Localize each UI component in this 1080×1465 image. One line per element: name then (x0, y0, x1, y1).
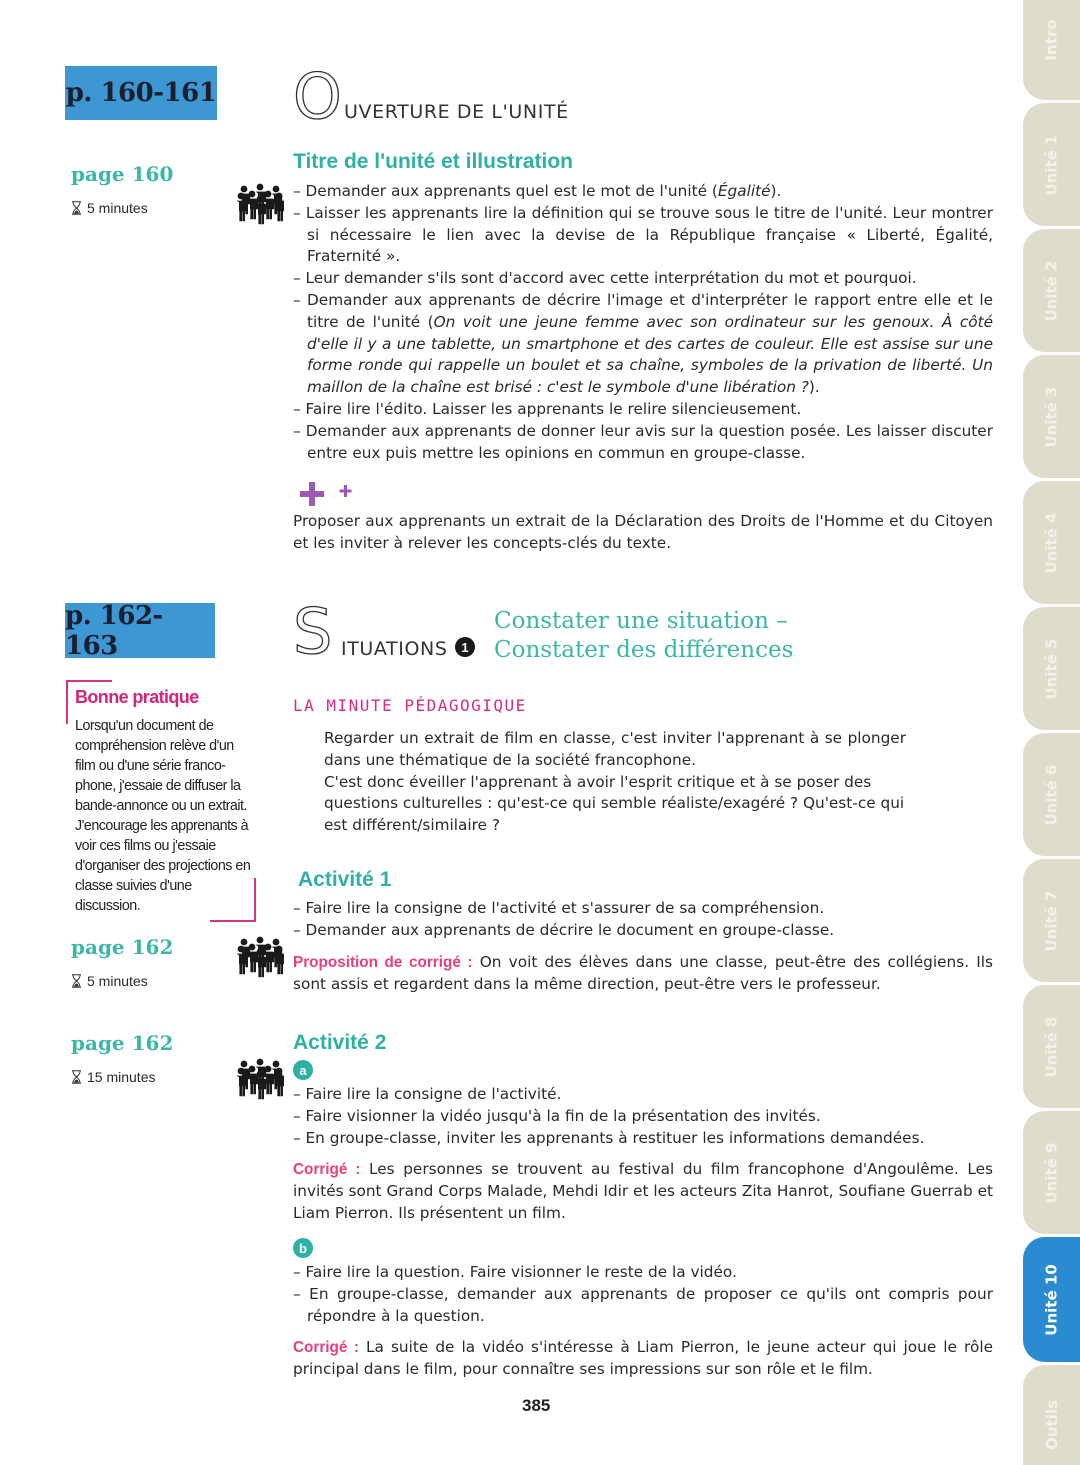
list-item: – Demander aux apprenants de donner leur avis sur la question posée. Les laisser discuter entre eux puis mettre les opinions en commun en groupe-classe. (293, 421, 993, 465)
tab-unite-5[interactable]: Unité 5 (1023, 607, 1080, 730)
instruction-list (293, 1084, 993, 1149)
tab-unite-2[interactable]: Unité 2 (1023, 229, 1080, 352)
list-item: – Faire lire la consigne de l'activité. (293, 1084, 993, 1106)
list-item: – En groupe-classe, inviter les apprenants à restituer les informations demandées. (293, 1128, 993, 1150)
answer-label: Proposition de corrigé : (293, 954, 473, 971)
answer-label: Corrigé : (293, 1339, 359, 1356)
tab-unite-10[interactable]: Unité 10 (1023, 1237, 1080, 1362)
bonne-pratique-text: Lorsqu'un document de compréhension relève d'un film ou d'une série franco-phone, j'essaie de diffuser la bande-annonce ou un extrait. J'encourage les apprenants à voir ces films ou j'essaie d'organiser des projections en classe suivies d'une discussion. (75, 718, 251, 914)
section-title: ITUATIONS (341, 638, 448, 660)
part-b-badge: b (293, 1238, 313, 1258)
group-work-icon (236, 183, 284, 225)
extra-activity: Proposer aux apprenants un extrait de la Déclaration des Droits de l'Homme et du Citoyen et les inviter à relever les concepts-clés du texte. (293, 512, 993, 552)
activity-title: Activité 1 (298, 868, 392, 891)
list-item: – Demander aux apprenants de décrire l'image et d'interpréter le rapport entre elle et le titre de l'unité (On voit une jeune femme avec son ordinateur sur les genoux. À côté d'elle il y a une tablette, un smartphone et des cartes de couleur. Elle est assise sur une forme ronde qui rappelle un boulet et sa chaîne, symboles de la privation de liberté. Un maillon de la chaîne est brisé : c'est le symbole d'une libération ?). (293, 290, 993, 399)
tab-unite-6[interactable]: Unité 6 (1023, 733, 1080, 856)
hourglass-icon (71, 974, 82, 988)
instruction-list (293, 181, 993, 464)
section-initial-letter: S (293, 595, 333, 668)
list-item: – Faire lire la question. Faire visionner le reste de la vidéo. (293, 1262, 993, 1284)
answer-block: Corrigé : La suite de la vidéo s'intéresse à Liam Pierron, le jeune acteur qui joue le rôle principal dans le film, pour connaître ses impressions sur son rôle et le film. (293, 1338, 993, 1378)
list-item: – Demander aux apprenants quel est le mot de l'unité (Égalité). (293, 181, 993, 203)
situation-number-badge: 1 (455, 637, 475, 657)
page-number: 385 (522, 1396, 551, 1415)
hourglass-icon (71, 1070, 82, 1084)
section-title: UVERTURE DE L'UNITÉ (344, 101, 569, 123)
duration-label: 5 minutes (87, 200, 148, 216)
tab-unite-7[interactable]: Unité 7 (1023, 859, 1080, 982)
duration (71, 1069, 155, 1085)
list-item: – Demander aux apprenants de décrire le document en groupe-classe. (293, 920, 993, 942)
group-work-icon (236, 1058, 284, 1100)
page-range-badge: p. 162-163 (65, 603, 215, 658)
activity-title: Activité 2 (293, 1031, 387, 1054)
answer-block: Proposition de corrigé : On voit des élèves dans une classe, peut-être des collégiens. Ils sont assis et regardent dans la même direction, peut-être vers le professeur. (293, 953, 994, 993)
subsection-title: Titre de l'unité et illustration (293, 150, 573, 173)
duration-label: 5 minutes (87, 973, 148, 989)
bonne-pratique-title: Bonne pratique (75, 687, 199, 707)
bonne-pratique-box (66, 680, 256, 922)
situation-title: Constater une situation – Constater des différences (494, 608, 794, 663)
answer-label: Corrigé : (293, 1161, 361, 1178)
page-reference: page 162 (71, 1031, 174, 1055)
tab-unite-9[interactable]: Unité 9 (1023, 1111, 1080, 1234)
list-item: – Faire lire l'édito. Laisser les apprenants le relire silencieusement. (293, 399, 993, 421)
minute-pedagogique-title: LA MINUTE PÉDAGOGIQUE (293, 696, 527, 715)
section-initial-letter: O (293, 60, 342, 133)
duration (71, 973, 148, 989)
tab-outils[interactable]: Outils (1023, 1365, 1080, 1465)
group-work-icon (236, 936, 284, 978)
page-range-badge: p. 160-161 (65, 66, 217, 120)
hourglass-icon (71, 201, 82, 215)
list-item: – Leur demander s'ils sont d'accord avec cette interprétation du mot et pourquoi. (293, 268, 993, 290)
instruction-list (293, 898, 993, 942)
unit-tabs (1023, 0, 1080, 1465)
tab-intro[interactable]: Intro (1023, 0, 1080, 100)
answer-block: Corrigé : Les personnes se trouvent au festival du film francophone d'Angoulême. Les invités sont Grand Corps Malade, Mehdi Idir et les acteurs Zita Hanrot, Soufiane Guerrab et Liam Pierron. Ils présentent un film. (293, 1160, 993, 1222)
list-item: – Faire visionner la vidéo jusqu'à la fin de la présentation des invités. (293, 1106, 993, 1128)
duration-label: 15 minutes (87, 1069, 156, 1085)
tab-unite-4[interactable]: Unité 4 (1023, 481, 1080, 604)
minute-pedagogique-text: Regarder un extrait de film en classe, c'est inviter l'apprenant à se plonger dans une thématique de la société francophone. C'est donc éveiller l'apprenant à avoir l'esprit critique et à se poser des questions culturelles : qu'est-ce qui semble réaliste/exagéré ? Qu'est-ce qui est différent/similaire ? (324, 729, 906, 835)
part-a-badge: a (293, 1060, 313, 1080)
list-item: – Laisser les apprenants lire la définition qui se trouve sous le titre de l'unité. Leur montrer si nécessaire le lien avec la devise de la République française « Liberté, Égalité, Fraternité ». (293, 203, 993, 268)
plus-plus-icon (300, 482, 356, 506)
tab-unite-8[interactable]: Unité 8 (1023, 985, 1080, 1108)
list-item: – En groupe-classe, demander aux apprenants de proposer ce qu'ils ont compris pour répondre à la question. (293, 1284, 993, 1328)
tab-unite-1[interactable]: Unité 1 (1023, 103, 1080, 226)
tab-unite-3[interactable]: Unité 3 (1023, 355, 1080, 478)
page-reference: page 160 (71, 162, 174, 186)
list-item: – Faire lire la consigne de l'activité et s'assurer de sa compréhension. (293, 898, 993, 920)
instruction-list (293, 1262, 993, 1327)
duration (71, 200, 148, 216)
page-reference: page 162 (71, 935, 174, 959)
